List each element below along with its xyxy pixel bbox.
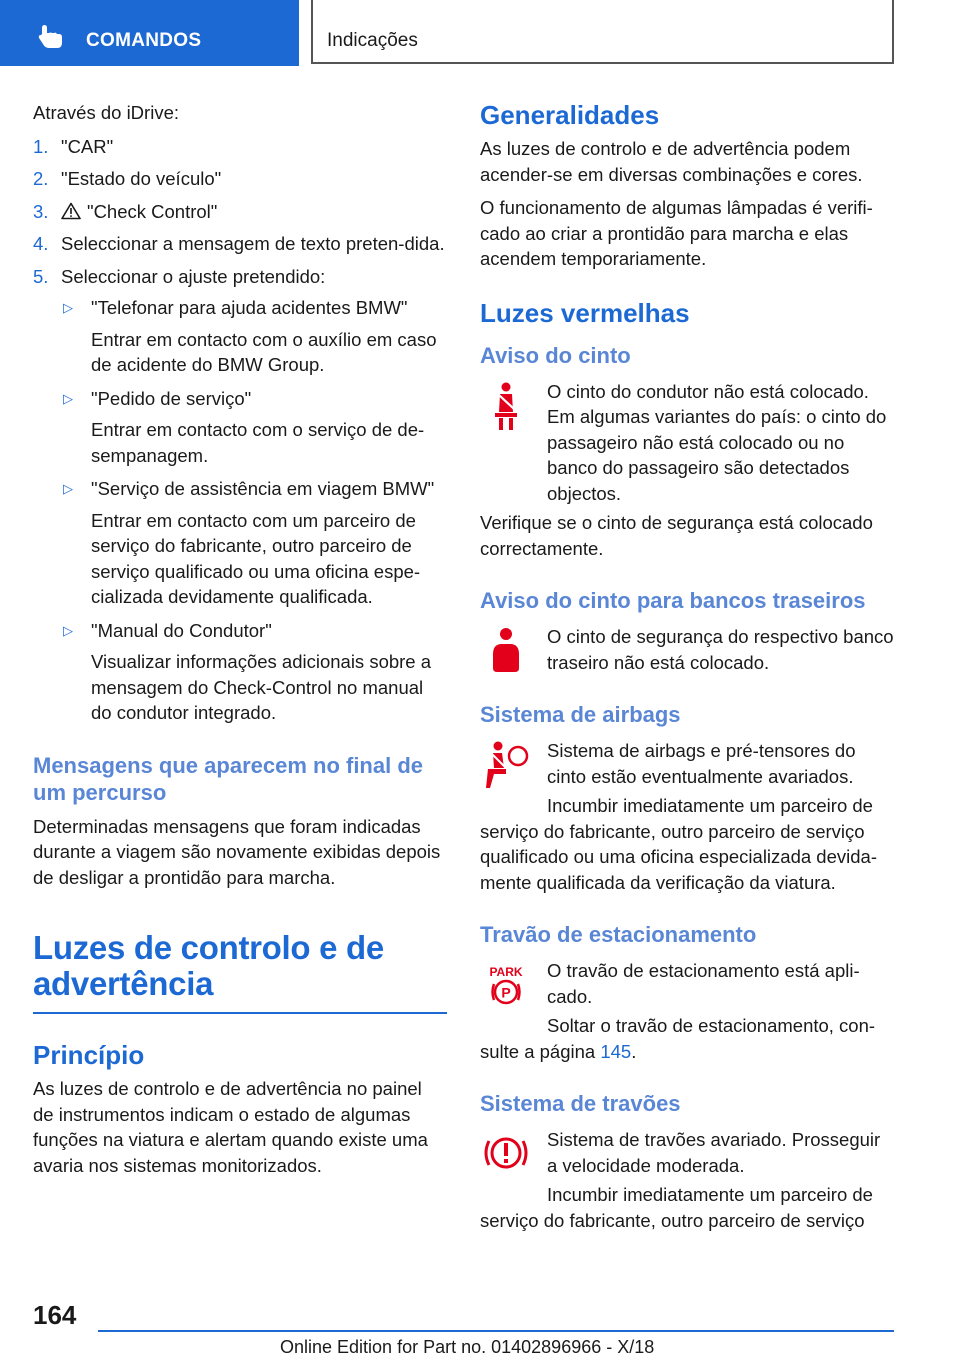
section-tab[interactable] — [311, 0, 894, 64]
triangle-bullet-icon: ▷ — [63, 481, 73, 496]
rear-belt-block — [480, 624, 894, 675]
warning-triangle-icon — [61, 202, 81, 220]
red-lights-heading: Luzes vermelhas — [480, 297, 690, 328]
seatbelt-warning-icon — [480, 379, 532, 431]
page-number: 164 — [33, 1300, 77, 1330]
belt-warning-block — [480, 379, 894, 507]
rear-seatbelt-icon — [480, 624, 532, 676]
chapter-tab-label: COMANDOS — [86, 30, 202, 51]
page-header — [0, 0, 960, 66]
footer-edition: Online Edition for Part no. 01402896966 - X/18 — [280, 1337, 655, 1357]
parking-brake-text-2: Soltar o travão de estacionamento, con‐sulte a página 145. — [480, 1015, 876, 1062]
end-of-trip-heading: Mensagens que aparecem no final de um percurso — [33, 752, 424, 805]
belt-warning-text: O cinto do condutor não está colocado. Em algumas variantes do país: o cinto do passageiro não está colocado ou no banco do passageiro são detectados objectos. — [547, 380, 887, 504]
list-item: ▷ "Manual do Condutor" Visualizar informações adicionais sobre a mensagem do Check-Control no manual do condutor integrado. — [63, 619, 432, 723]
list-item: ▷ "Telefonar para ajuda acidentes BMW" Entrar em contacto com o auxílio em caso de acidente do BMW Group. — [63, 297, 437, 375]
triangle-bullet-icon: ▷ — [63, 300, 73, 315]
general-text-2: O funcionamento de algumas lâmpadas é verifi‐cado ao criar a prontidão para marcha e elas acendem temporariamente. — [480, 197, 873, 269]
parking-brake-icon — [480, 958, 532, 1010]
airbag-heading: Sistema de airbags — [480, 702, 681, 727]
principle-heading: Princípio — [33, 1040, 145, 1070]
left-column — [33, 100, 447, 1186]
airbag-text: Sistema de airbags e pré-tensores do cinto estão eventualmente avariados. — [547, 740, 856, 787]
parking-brake-heading: Travão de estacionamento — [480, 922, 757, 947]
brake-system-text: Sistema de travões avariado. Prosseguir a velocidade moderada. — [547, 1129, 881, 1176]
section-tab-label: Indicações — [327, 30, 418, 51]
brake-system-heading: Sistema de travões — [480, 1091, 681, 1116]
page-link[interactable]: 145 — [600, 1040, 632, 1062]
end-of-trip-text: Determinadas mensagens que foram indicadas durante a viagem são novamente exibidas depois de desligar a prontidão para marcha. — [33, 815, 441, 888]
list-item: 3. "Check Control" — [33, 200, 218, 222]
principle-text: As luzes de controlo e de advertência no painel de instrumentos indicam o estado de algumas funções na viatura e alertam quando existe uma avaria nos sistemas monitorizados. — [33, 1078, 428, 1176]
footer-rule — [98, 1330, 894, 1332]
list-item: ▷ "Pedido de serviço" Entrar em contacto com o serviço de de‐sempanagem. — [63, 387, 425, 466]
general-heading: Generalidades — [480, 100, 660, 130]
triangle-bullet-icon: ▷ — [63, 390, 73, 406]
list-item: 1. "CAR" — [33, 135, 114, 157]
brake-warning-icon — [480, 1127, 532, 1179]
parking-brake-block — [480, 958, 894, 1009]
chapter-tab[interactable] — [0, 0, 299, 66]
brake-system-text-2: Incumbir imediatamente um parceiro de serviço do fabricante, outro parceiro de serviço — [480, 1184, 873, 1231]
list-item: 2. "Estado do veículo" — [33, 168, 222, 189]
general-text-1: As luzes de controlo e de advertência podem acender-se em diversas combinações e cores. — [480, 138, 863, 185]
brake-system-block — [480, 1127, 894, 1178]
belt-warning-text-2: Verifique se o cinto de segurança está colocado correctamente. — [480, 512, 873, 559]
airbag-text-2: Incumbir imediatamente um parceiro de serviço do fabricante, outro parceiro de serviço qualificado ou uma oficina especializada devida‐mente qualificada da verificação da viatura. — [480, 795, 877, 893]
intro-text: Através do iDrive: — [33, 102, 179, 123]
rear-belt-text: O cinto de segurança do respectivo banco traseiro não está colocado. — [547, 626, 894, 673]
triangle-bullet-icon: ▷ — [63, 622, 73, 638]
airbag-warning-icon — [480, 738, 532, 790]
list-item: 5. Seleccionar o ajuste pretendido: ▷ "Telefonar para ajuda acidentes BMW" Entrar em contacto com o auxílio em caso de acidente do BMW Group. ▷ "Pedido de serviço" Entrar em contacto com o serviço de de‐sempanagem. ▷ "Serviço de assistência em viagem BMW" Entrar em contacto com um parceiro de serviço do fabricante, outro parceiro de serviço qualificado ou uma oficina espe‐cializada devidamente qualificada. ▷ "Manual do Condutor" Visualizar informações adicionais sobre a mensagem do Check-Control no manual do condutor integrado. — [33, 264, 447, 726]
rear-belt-heading: Aviso do cinto para bancos traseiros — [480, 588, 866, 613]
steps-list — [33, 134, 447, 726]
hand-pointer-icon — [36, 22, 66, 50]
parking-brake-text: O travão de estacionamento está apli‐cado. — [547, 960, 860, 1007]
belt-warning-heading: Aviso do cinto — [480, 342, 631, 368]
right-column — [480, 100, 894, 1241]
svg-text:PARK: PARK — [489, 965, 523, 979]
list-item: 4. Seleccionar a mensagem de texto preten‐dida. — [33, 233, 445, 254]
options-list — [61, 295, 447, 726]
svg-text:P: P — [501, 984, 511, 1001]
airbag-block — [480, 738, 894, 789]
list-item: ▷ "Serviço de assistência em viagem BMW" Entrar em contacto com um parceiro de serviço do fabricante, outro parceiro de serviço qualificado ou uma oficina espe‐cializada devidamente qualificada. — [63, 478, 435, 607]
chapter-title: Luzes de controlo e de advertência — [33, 930, 447, 1014]
